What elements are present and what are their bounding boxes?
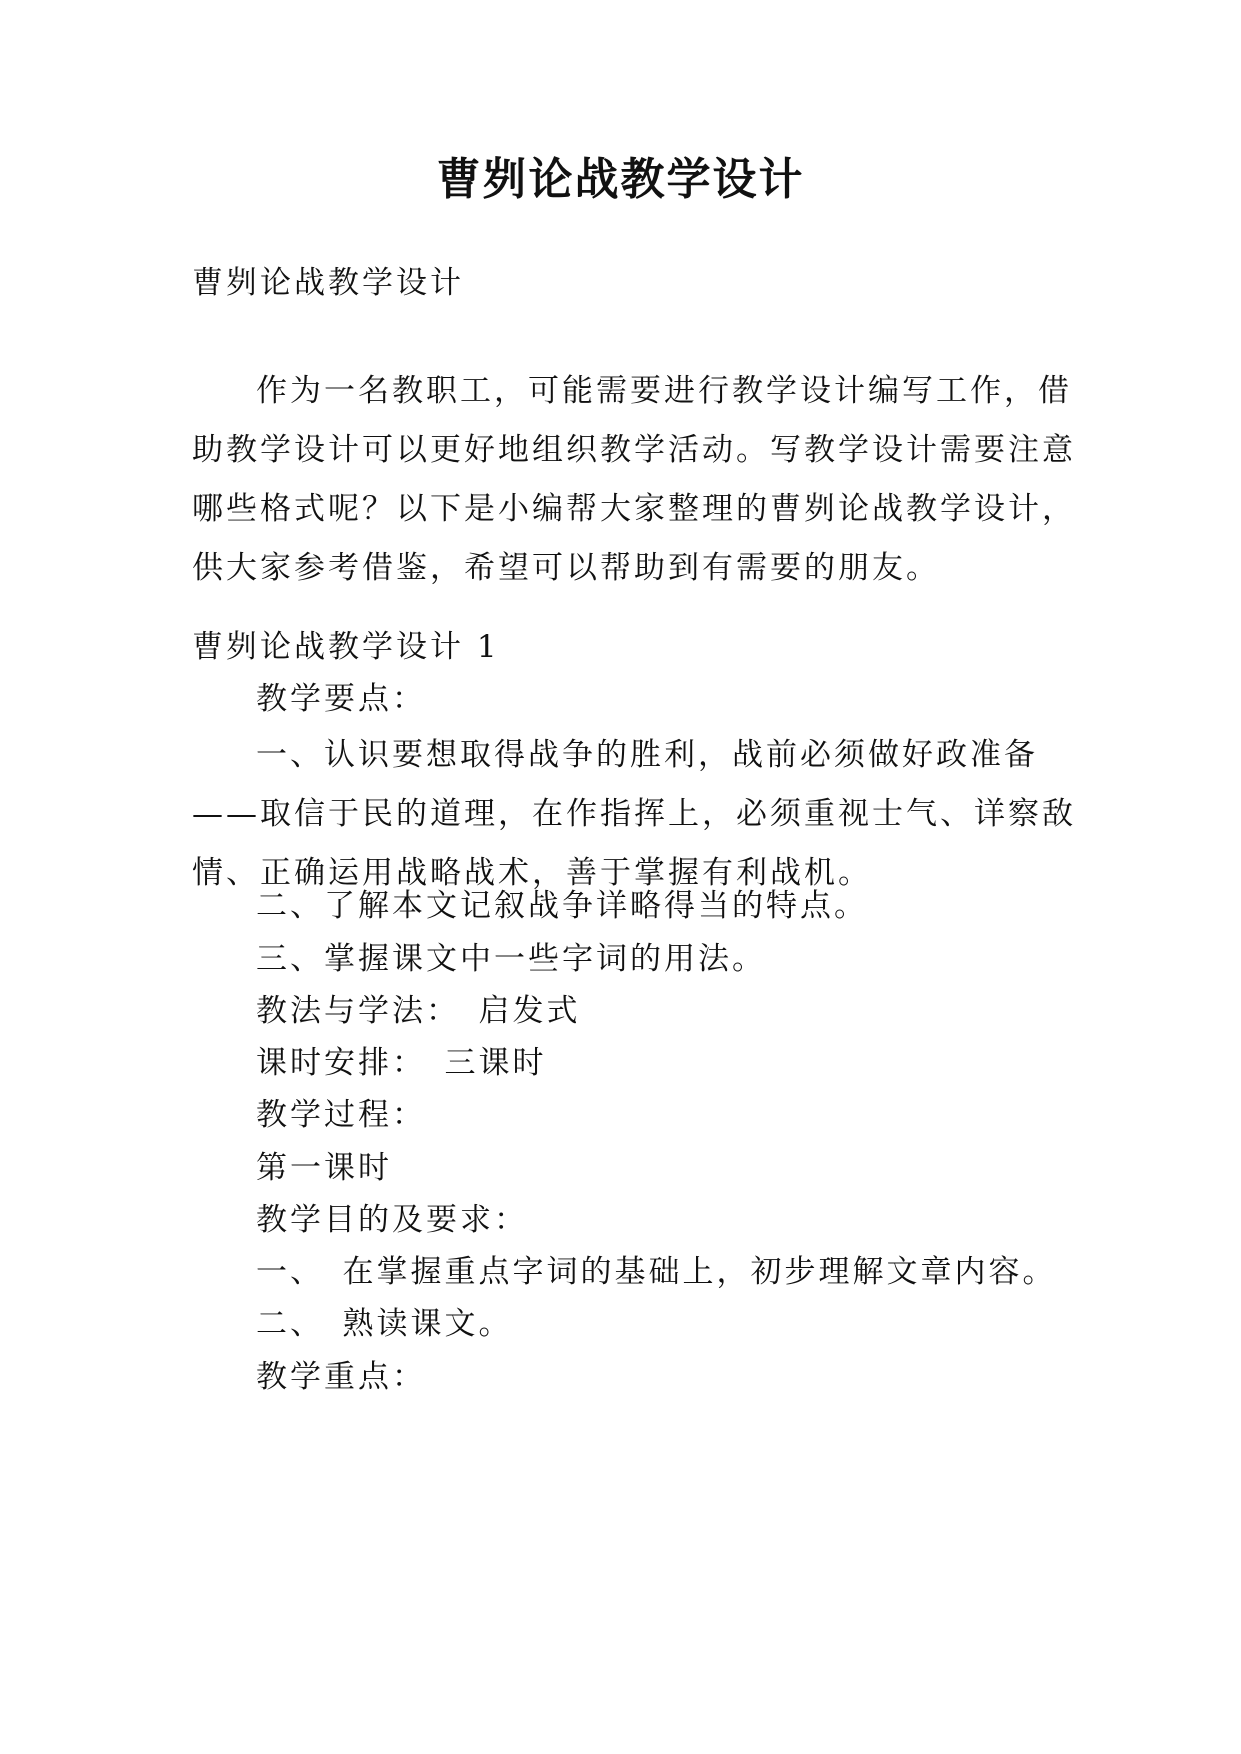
goal-1: 一、 在掌握重点字词的基础上，初步理解文章内容。	[256, 1254, 1057, 1290]
goal-2: 二、 熟读课文。	[256, 1306, 513, 1342]
focus-label: 教学重点：	[256, 1359, 426, 1395]
intro-line: 作为一名教职工，可能需要进行教学设计编写工作，借	[256, 373, 1072, 409]
subtitle: 曹刿论战教学设计	[192, 265, 464, 301]
lesson-1-heading: 第一课时	[256, 1150, 392, 1186]
point-1-line: 情、正确运用战略战术，善于掌握有利战机。	[192, 855, 872, 891]
point-2: 二、了解本文记叙战争详略得当的特点。	[256, 888, 868, 924]
document-title: 曹刿论战教学设计	[436, 154, 805, 205]
point-1-line: 一、认识要想取得战争的胜利，战前必须做好政准备	[256, 737, 1038, 773]
intro-line: 供大家参考借鉴，希望可以帮助到有需要的朋友。	[192, 550, 940, 586]
intro-line: 助教学设计可以更好地组织教学活动。写教学设计需要注意	[192, 432, 1076, 468]
class-schedule: 课时安排： 三课时	[256, 1045, 547, 1081]
point-1-paragraph	[192, 726, 1076, 903]
teaching-process-label: 教学过程：	[256, 1097, 426, 1133]
goals-label: 教学目的及要求：	[256, 1202, 528, 1238]
intro-paragraph	[192, 362, 1076, 598]
teaching-method: 教法与学法： 启发式	[256, 993, 581, 1029]
point-1-line: ——取信于民的道理，在作指挥上，必须重视士气、详察敌	[192, 796, 1076, 832]
point-3: 三、掌握课文中一些字词的用法。	[256, 941, 766, 977]
points-label: 教学要点：	[256, 681, 426, 717]
section-heading: 曹刿论战教学设计 1	[192, 629, 500, 665]
intro-line: 哪些格式呢？以下是小编帮大家整理的曹刿论战教学设计，	[192, 491, 1076, 527]
